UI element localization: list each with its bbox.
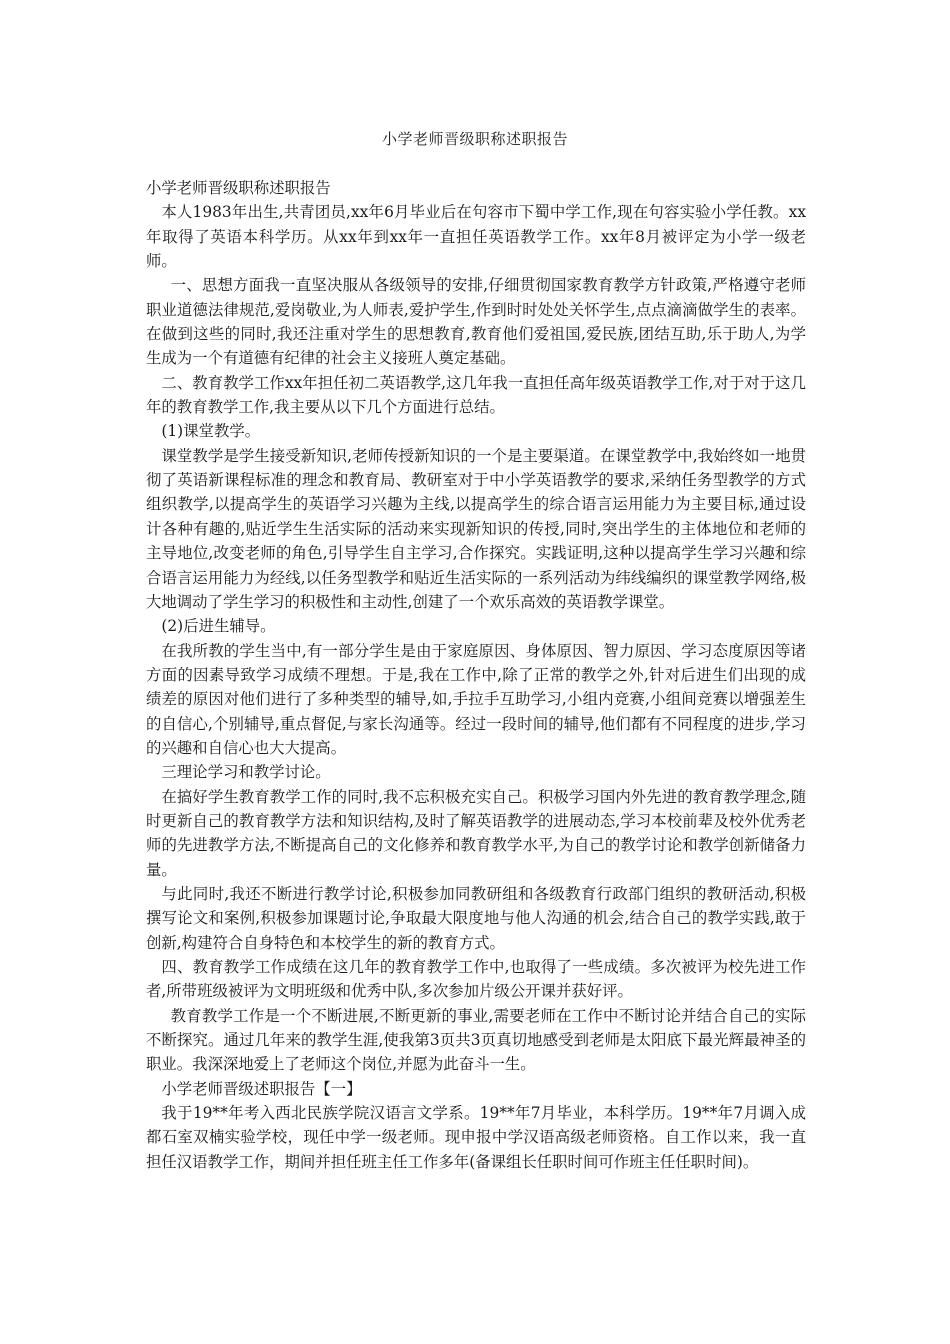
- paragraph-thought: 一、思想方面我一直坚决服从各级领导的安排,仔细贯彻国家教育教学方针政策,严格遵守老师职业道德法律规范,爱岗敬业,为人师表,爱护学生,作到时时处处关怀学生,点点滴滴做学生的表率。在做到这些的同时,我还注重对学生的思想教育,教育他们爱祖国,爱民族,团结互助,乐于助人,为学生成为一个有道德有纪律的社会主义接班人奠定基础。: [146, 276, 806, 368]
- paragraph-research: 与此同时,我还不断进行教学讨论,积极参加同教研组和各级教育行政部门组织的教研活动,积极撰写论文和案例,积极参加课题讨论,争取最大限度地与他人沟通的机会,结合自己的教学实践,敢于创新,构建符合自身特色和本校学生的新的教育方式。: [146, 884, 806, 952]
- section-heading-second: 小学老师晋级述职报告【一】: [161, 1079, 362, 1098]
- paragraph-second-intro: 我于19**年考入西北民族学院汉语言文学系。19**年7月毕业，本科学历。19**年7月调入成都石室双楠实验学校，现任中学一级老师。现申报中学汉语高级老师资格。自工作以来，我一直担任汉语教学工作，期间并担任班主任工作多年(备课组长任职时间可作班主任任职时间)。: [146, 1104, 806, 1171]
- paragraph-classroom: 课堂教学是学生接受新知识,老师传授新知识的一个是主要渠道。在课堂教学中,我始终如一地贯彻了英语新课程标准的理念和教育局、教研室对于中小学英语教学的要求,采纳任务型教学的方式组织教学,以提高学生的英语学习兴趣为主线,以提高学生的综合语言运用能力为主要目标,通过设计各种有趣的,贴近学生生活实际的活动来实现新知识的传授,同时,突出学生的主体地位和老师的主导地位,改变老师的角色,引导学生自主学习,合作探究。实践证明,这种以提高学生学习兴趣和综合语言运用能力为经线,以任务型教学和贴近生活实际的一系列活动为纬线编织的课堂教学网络,极大地调动了学生学习的积极性和主动性,创建了一个欢乐高效的英语教学课堂。: [146, 446, 806, 611]
- paragraph-tutoring: 在我所教的学生当中,有一部分学生是由于家庭原因、身体原因、智力原因、学习态度原因等诸方面的因素导致学习成绩不理想。于是,我在工作中,除了正常的教学之外,针对后进生们出现的成绩差的原因对他们进行了多种类型的辅导,如,手拉手互助学习,小组内竞赛,小组间竞赛以增强差生的自信心,个别辅导,重点督促,与家长沟通等。经过一段时间的辅导,他们都有不同程度的进步,学习的兴趣和自信心也大大提高。: [146, 641, 806, 757]
- subheading-tutoring: (2)后进生辅导。: [161, 617, 276, 636]
- paragraph-theory: 在搞好学生教育教学工作的同时,我不忘积极充实自己。积极学习国内外先进的教育教学理念,随时更新自己的教育教学方法和知识结构,及时了解英语教学的进展动态,学习本校前辈及校外优秀老师的先进教学方法,不断提高自己的文化修养和教育教学水平,为自己的教学讨论和教学创新储备力量。: [146, 787, 806, 879]
- section-heading: 小学老师晋级职称述职报告: [146, 179, 331, 197]
- document-body: [146, 176, 806, 1174]
- subheading-classroom: (1)课堂教学。: [161, 422, 261, 441]
- paragraph-conclusion: 教育教学工作是一个不断进展,不断更新的事业,需要老师在工作中不断讨论并结合自己的实际不断探究。通过几年来的教学生涯,使我第3页共3页真切地感受到老师是太阳底下最光辉最神圣的职业。我深深地爱上了老师这个岗位,并愿为此奋斗一生。: [146, 1006, 806, 1074]
- document-title: 小学老师晋级职称述职报告: [381, 130, 568, 148]
- paragraph-teaching: 二、教育教学工作xx年担任初二英语教学,这几年我一直担任高年级英语教学工作,对于对于这几年的教育教学工作,我主要从以下几个方面进行总结。: [146, 373, 806, 417]
- subheading-theory: 三理论学习和教学讨论。: [161, 763, 331, 782]
- paragraph-intro: 本人1983年出生,共青团员,xx年6月毕业后在句容市下蜀中学工作,现在句容实验小学任教。xx年取得了英语本科学历。从xx年到xx年一直担任英语教学工作。xx年8月被评定为小学一级老师。: [146, 203, 806, 271]
- paragraph-achievements: 四、教育教学工作成绩在这几年的教育教学工作中,也取得了一些成绩。多次被评为校先进工作者,所带班级被评为文明班级和优秀中队,多次参加片级公开课并获好评。: [146, 958, 806, 1001]
